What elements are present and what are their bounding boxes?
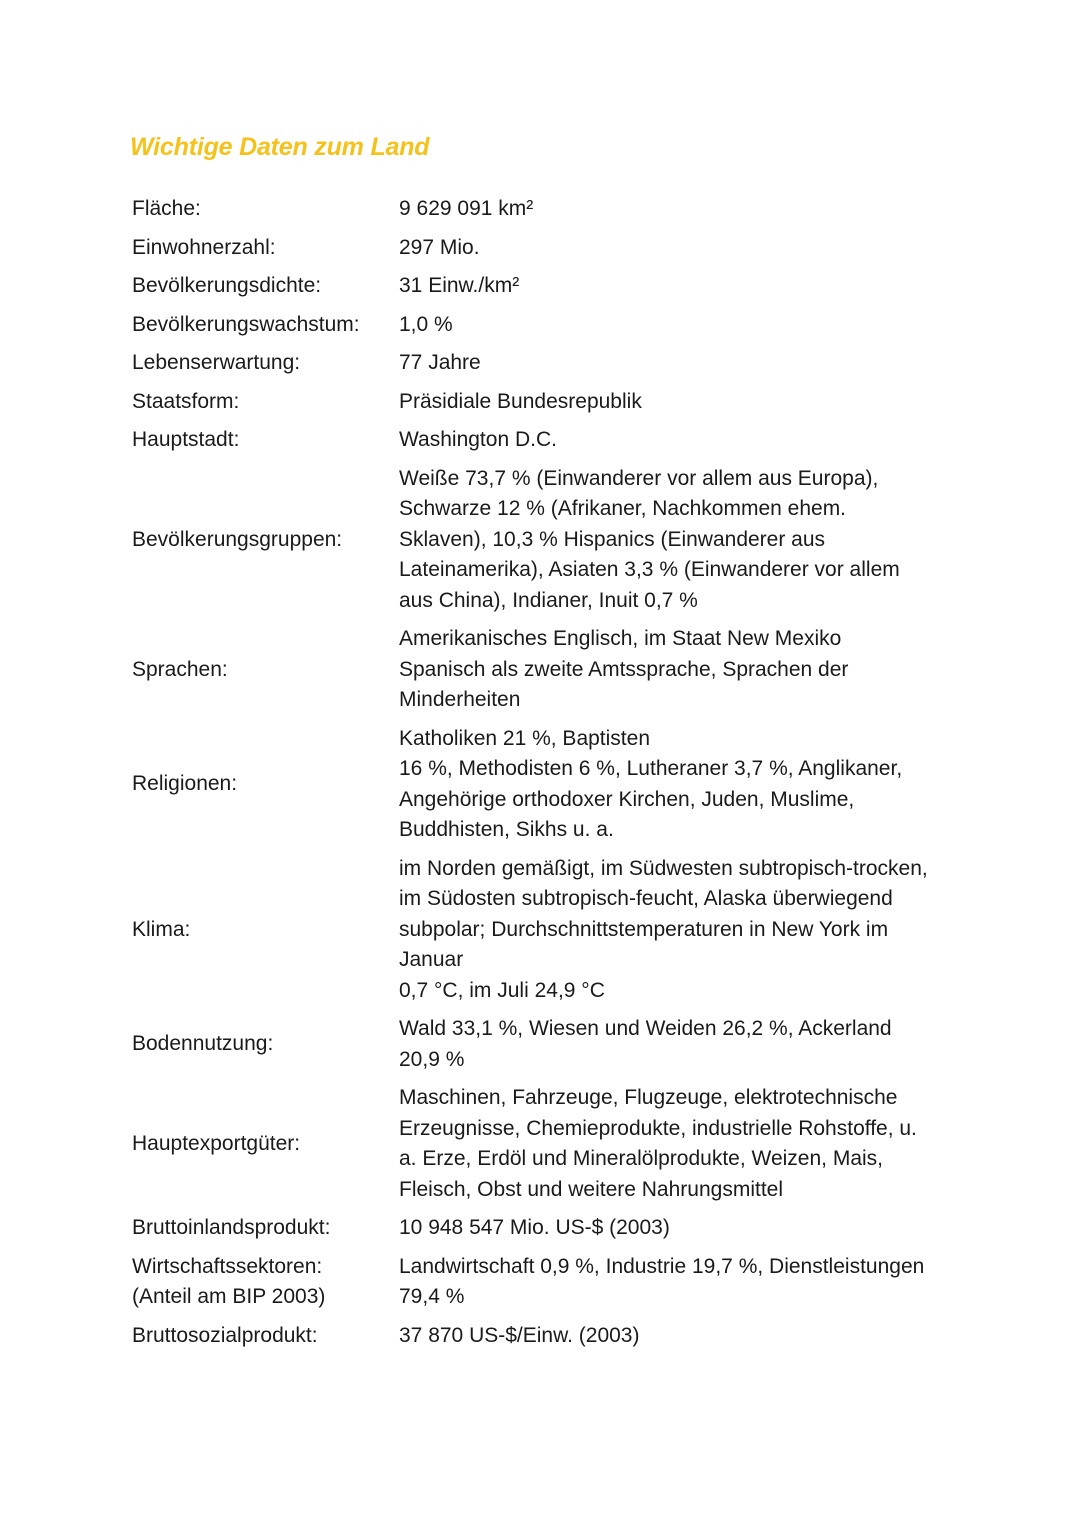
fact-label-line: Lebenserwartung: bbox=[132, 351, 301, 374]
fact-value-line: Amerikanisches Englisch, im Staat New Mexiko bbox=[399, 627, 842, 650]
fact-value-line: 1,0 % bbox=[399, 312, 453, 336]
fact-row bbox=[128, 1317, 958, 1356]
fact-label bbox=[128, 620, 397, 720]
fact-value-line: 16 %, Methodisten 6 %, Lutheraner 3,7 %, Anglikaner, bbox=[399, 757, 903, 780]
fact-value-line: 37 870 US-$/Einw. (2003) bbox=[399, 1323, 640, 1347]
fact-value-line: aus China), Indianer, Inuit 0,7 % bbox=[399, 588, 698, 612]
fact-label bbox=[128, 344, 397, 383]
fact-label bbox=[128, 1317, 397, 1356]
fact-value-line: Wald 33,1 %, Wiesen und Weiden 26,2 %, Ackerland bbox=[399, 1017, 892, 1040]
fact-row bbox=[128, 421, 958, 460]
fact-value bbox=[397, 190, 958, 229]
fact-value-line: a. Erze, Erdöl und Mineralölprodukte, Weizen, Mais, bbox=[399, 1147, 884, 1170]
fact-value bbox=[397, 620, 958, 720]
fact-row bbox=[128, 306, 958, 345]
fact-label-line: Bodennutzung: bbox=[132, 1032, 274, 1056]
fact-label bbox=[128, 267, 397, 306]
fact-value bbox=[397, 1010, 958, 1079]
fact-label-line: Klima: bbox=[132, 917, 191, 941]
fact-label-line: Einwohnerzahl: bbox=[132, 235, 276, 259]
fact-label-line: Bruttosozialprodukt: bbox=[132, 1323, 318, 1347]
fact-label bbox=[128, 850, 397, 1011]
fact-value-line: Schwarze 12 % (Afrikaner, Nachkommen ehem. bbox=[399, 497, 847, 520]
fact-value-line: Lateinamerika), Asiaten 3,3 % (Einwanderer vor allem bbox=[399, 558, 900, 581]
page-title: Wichtige Daten zum Land bbox=[130, 133, 430, 161]
fact-value bbox=[397, 421, 958, 460]
fact-row bbox=[128, 1079, 958, 1209]
fact-label bbox=[128, 1079, 397, 1209]
fact-label-line: (Anteil am BIP 2003) bbox=[132, 1285, 326, 1308]
fact-value bbox=[397, 850, 958, 1011]
fact-value bbox=[397, 1248, 958, 1317]
fact-label bbox=[128, 1209, 397, 1248]
fact-value-line: Minderheiten bbox=[399, 688, 521, 711]
fact-label-line: Sprachen: bbox=[132, 657, 228, 681]
fact-row bbox=[128, 190, 958, 229]
fact-value-line: 0,7 °C, im Juli 24,9 °C bbox=[399, 978, 605, 1002]
fact-label bbox=[128, 720, 397, 850]
fact-label-line: Wirtschaftssektoren: bbox=[132, 1254, 323, 1278]
fact-value-line: 10 948 547 Mio. US-$ (2003) bbox=[399, 1216, 670, 1239]
fact-value-line: 20,9 % bbox=[399, 1047, 465, 1071]
fact-value-line: Angehörige orthodoxer Kirchen, Juden, Muslime, bbox=[399, 787, 855, 811]
fact-value bbox=[397, 229, 958, 268]
fact-value-line: 31 Einw./km² bbox=[399, 274, 520, 297]
fact-row bbox=[128, 267, 958, 306]
fact-label bbox=[128, 460, 397, 621]
fact-row bbox=[128, 1248, 958, 1317]
fact-row bbox=[128, 1010, 958, 1079]
fact-value bbox=[397, 1209, 958, 1248]
fact-label-line: Bevölkerungsdichte: bbox=[132, 274, 322, 297]
fact-label-line: Bevölkerungsgruppen: bbox=[132, 527, 343, 551]
fact-value-line: 297 Mio. bbox=[399, 235, 480, 259]
fact-row bbox=[128, 383, 958, 422]
fact-value-line: subpolar; Durchschnittstemperaturen in New York im bbox=[399, 917, 889, 941]
fact-value-line: im Südosten subtropisch-feucht, Alaska überwiegend bbox=[399, 887, 893, 910]
fact-value-line: Landwirtschaft 0,9 %, Industrie 19,7 %, Dienstleistungen bbox=[399, 1254, 925, 1278]
fact-label bbox=[128, 306, 397, 345]
fact-label-line: Religionen: bbox=[132, 772, 238, 796]
fact-value-line: Fleisch, Obst und weitere Nahrungsmittel bbox=[399, 1177, 783, 1201]
fact-value bbox=[397, 383, 958, 422]
fact-label bbox=[128, 1248, 397, 1317]
fact-row bbox=[128, 850, 958, 1011]
fact-row bbox=[128, 344, 958, 383]
fact-value bbox=[397, 267, 958, 306]
fact-row bbox=[128, 1209, 958, 1248]
fact-value-line: 77 Jahre bbox=[399, 351, 481, 374]
fact-label-line: Fläche: bbox=[132, 197, 201, 220]
fact-value bbox=[397, 1079, 958, 1209]
fact-value-line: Washington D.C. bbox=[399, 428, 557, 451]
fact-row bbox=[128, 620, 958, 720]
fact-value-line: Präsidiale Bundesrepublik bbox=[399, 389, 642, 413]
fact-value bbox=[397, 460, 958, 621]
fact-label-line: Hauptstadt: bbox=[132, 428, 240, 451]
facts-table-body bbox=[128, 190, 958, 1355]
fact-row bbox=[128, 229, 958, 268]
fact-value-line: 79,4 % bbox=[399, 1285, 465, 1308]
fact-value-line: Sklaven), 10,3 % Hispanics (Einwanderer aus bbox=[399, 527, 826, 551]
fact-value bbox=[397, 306, 958, 345]
fact-value-line: im Norden gemäßigt, im Südwesten subtropisch-trocken, bbox=[399, 856, 928, 880]
fact-row bbox=[128, 460, 958, 621]
fact-value-line: 9 629 091 km² bbox=[399, 197, 534, 220]
fact-value-line: Spanisch als zweite Amtssprache, Sprachen der bbox=[399, 657, 849, 681]
fact-value-line: Maschinen, Fahrzeuge, Flugzeuge, elektrotechnische bbox=[399, 1086, 898, 1109]
fact-value bbox=[397, 720, 958, 850]
fact-label bbox=[128, 421, 397, 460]
fact-label bbox=[128, 1010, 397, 1079]
fact-value-line: Januar bbox=[399, 948, 464, 971]
fact-value-line: Erzeugnisse, Chemieprodukte, industrielle Rohstoffe, u. bbox=[399, 1116, 917, 1140]
fact-label-line: Bevölkerungswachstum: bbox=[132, 312, 360, 336]
fact-label bbox=[128, 383, 397, 422]
fact-value-line: Buddhisten, Sikhs u. a. bbox=[399, 818, 614, 841]
fact-label bbox=[128, 229, 397, 268]
fact-value-line: Katholiken 21 %, Baptisten bbox=[399, 726, 650, 750]
fact-value bbox=[397, 1317, 958, 1356]
fact-label-line: Hauptexportgüter: bbox=[132, 1131, 301, 1155]
fact-label bbox=[128, 190, 397, 229]
fact-value bbox=[397, 344, 958, 383]
fact-row bbox=[128, 720, 958, 850]
fact-value-line: Weiße 73,7 % (Einwanderer vor allem aus Europa), bbox=[399, 466, 879, 490]
fact-label-line: Staatsform: bbox=[132, 389, 240, 413]
country-facts-table bbox=[128, 190, 958, 1355]
fact-label-line: Bruttoinlandsprodukt: bbox=[132, 1216, 331, 1239]
